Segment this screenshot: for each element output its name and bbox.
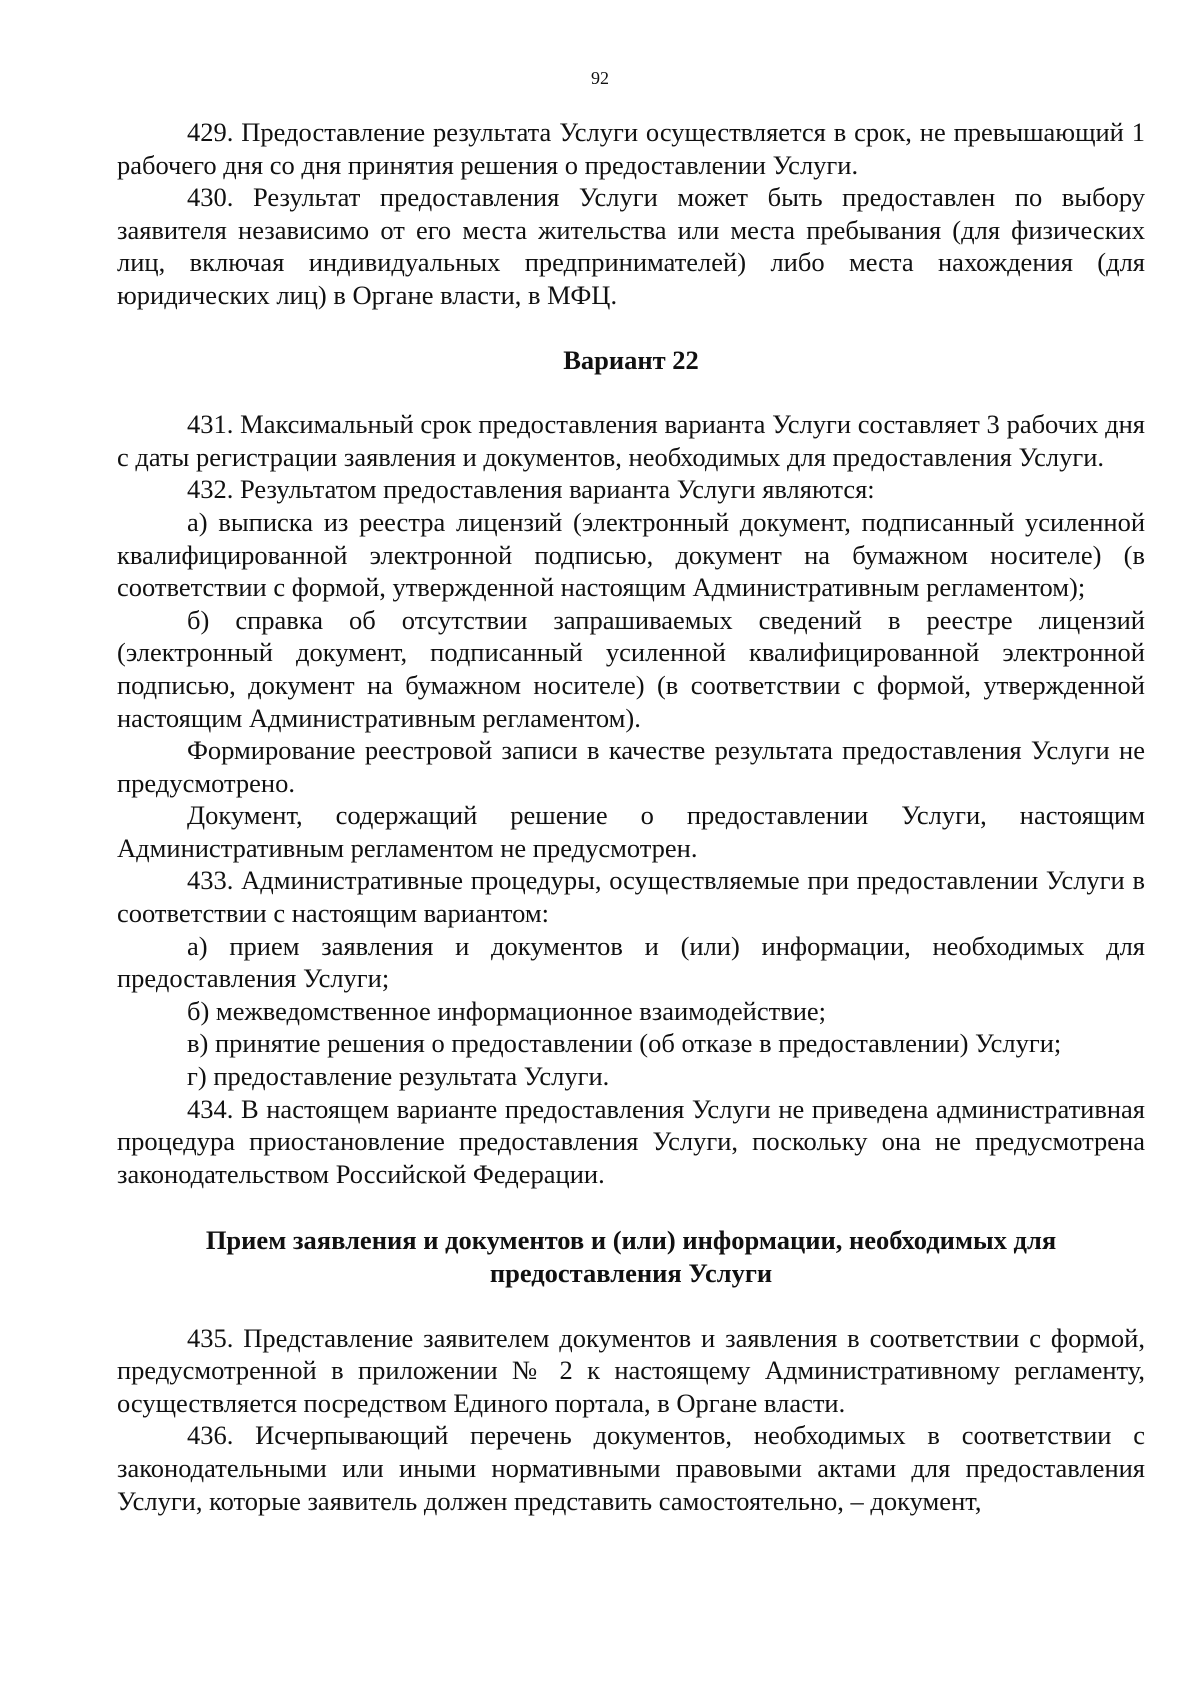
spacer xyxy=(117,1290,1145,1322)
list-item-433-b: б) межведомственное информационное взаимодействие; xyxy=(187,995,827,1026)
section-heading-reception-line1: Прием заявления и документов и (или) информации, необходимых для xyxy=(205,1225,1057,1256)
paragraph-431: 431. Максимальный срок предоставления варианта Услуги составляет 3 рабочих дня с даты регистрации заявления и документов, необходимых для предоставления Услуги. xyxy=(117,409,1145,472)
list-item-433-g: г) предоставление результата Услуги. xyxy=(187,1061,610,1092)
spacer xyxy=(117,376,1145,408)
paragraph-434: 434. В настоящем варианте предоставления Услуги не приведена административная процедура приостановление предоставления Услуги, поскольку она не предусмотрена законодательством Российской Федерации. xyxy=(117,1093,1145,1189)
paragraph-430: 430. Результат предоставления Услуги может быть предоставлен по выбору заявителя независимо от его места жительства или места пребывания (для физических лиц, включая индивидуальных предпринимателей) либо места нахождения (для юридических лиц) в Органе власти, в МФЦ. xyxy=(117,182,1145,310)
spacer xyxy=(117,1190,1145,1224)
paragraph-435: 435. Представление заявителем документов и заявления в соответствии с формой, предусмотренной в приложении № 2 к настоящему Административному регламенту, осуществляется посредством Единого портала, в Органе власти. xyxy=(117,1322,1145,1418)
paragraph-registry-record: Формирование реестровой записи в качестве результата предоставления Услуги не предусмотрено. xyxy=(117,735,1145,798)
section-heading-reception-line2: предоставления Услуги xyxy=(489,1258,773,1288)
document-body xyxy=(117,116,1145,1517)
list-item-432-b: б) справка об отсутствии запрашиваемых сведений в реестре лицензий (электронный документ, подписанный усиленной квалифицированной электронной подписью, документ на бумажном носителе) (в соответствии с формой, утвержденной настоящим Административным регламентом). xyxy=(117,604,1145,733)
section-heading-variant: Вариант 22 xyxy=(563,344,699,375)
list-item-432-a: а) выписка из реестра лицензий (электронный документ, подписанный усиленной квалифицированной электронной подписью, документ на бумажном носителе) (в соответствии с формой, утвержденной настоящим Административным регламентом); xyxy=(117,506,1145,603)
paragraph-432: 432. Результатом предоставления варианта Услуги являются: xyxy=(187,474,875,505)
section-heading-reception xyxy=(117,1224,1145,1289)
spacer xyxy=(117,312,1145,344)
paragraph-436: 436. Исчерпывающий перечень документов, необходимых в соответствии с законодательными или иными нормативными правовыми актами для предоставления Услуги, которые заявитель должен представить самостоятельно, – документ, xyxy=(117,1420,1145,1516)
paragraph-433: 433. Административные процедуры, осуществляемые при предоставлении Услуги в соответствии с настоящим вариантом: xyxy=(117,865,1145,929)
paragraph-429: 429. Предоставление результата Услуги осуществляется в срок, не превышающий 1 рабочего дня со дня принятия решения о предоставлении Услуги. xyxy=(117,117,1145,180)
page-number: 92 xyxy=(591,68,609,88)
list-item-433-a: а) прием заявления и документов и (или) информации, необходимых для предоставления Услуги; xyxy=(117,930,1145,994)
list-item-433-v: в) принятие решения о предоставлении (об отказе в предоставлении) Услуги; xyxy=(187,1028,1062,1059)
paragraph-decision-document: Документ, содержащий решение о предоставлении Услуги, настоящим Административным регламентом не предусмотрен. xyxy=(117,800,1145,863)
